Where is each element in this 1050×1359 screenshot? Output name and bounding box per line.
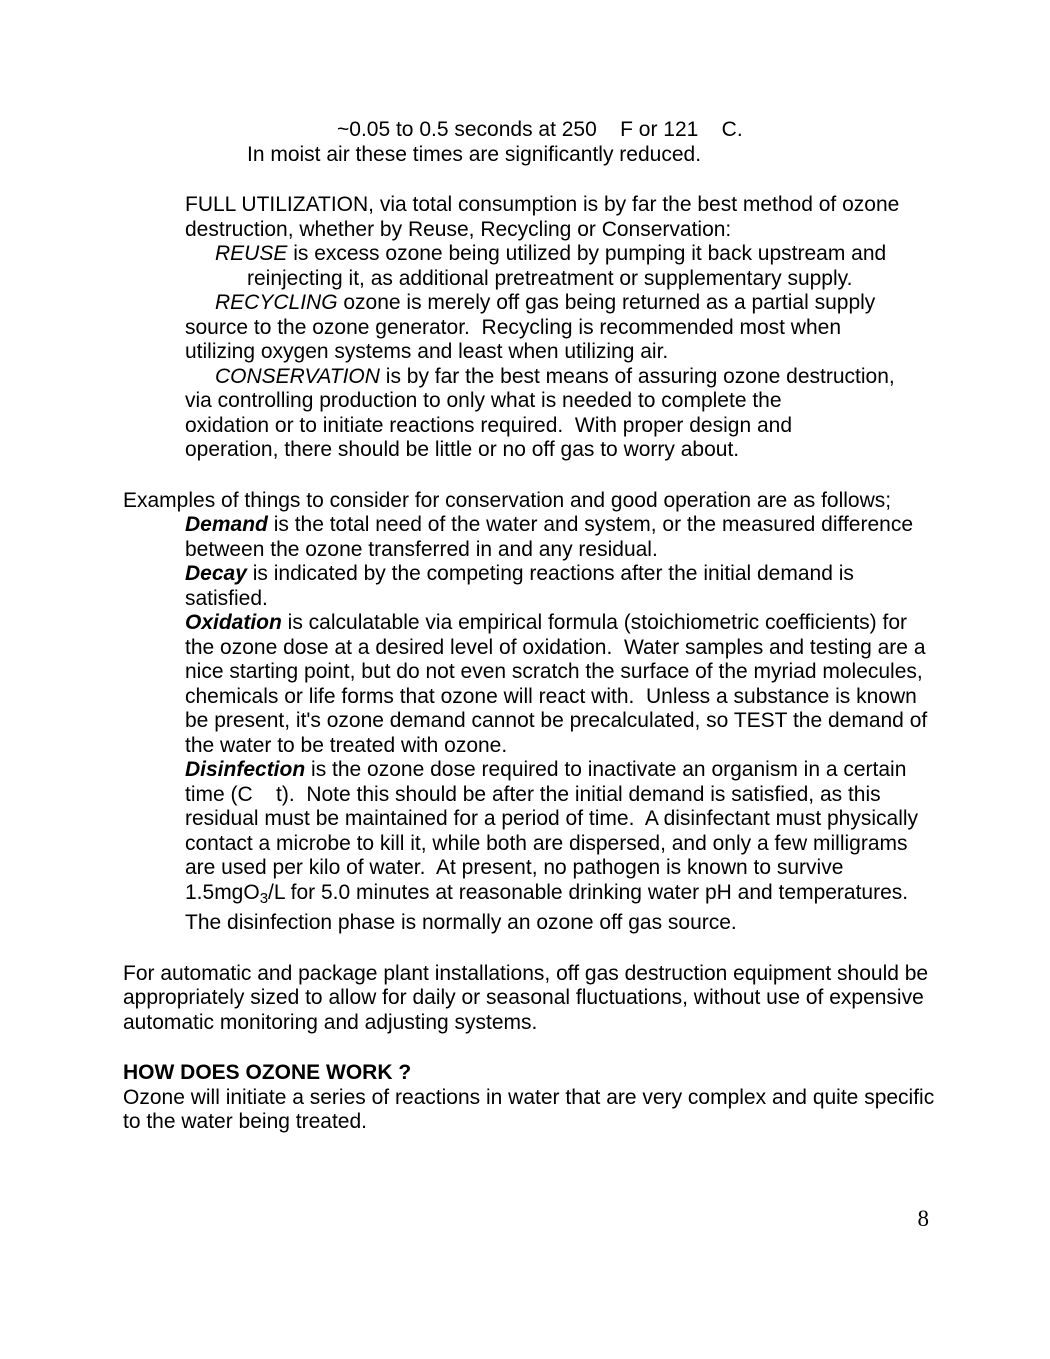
text-line: ~0.05 to 0.5 seconds at 250 F or 121 C. [337, 118, 743, 141]
text-line: appropriately sized to allow for daily or seasonal fluctuations, without use of expensive [123, 986, 924, 1009]
text-line: satisfied. [185, 586, 268, 610]
text-line: are used per kilo of water. At present, no pathogen is known to survive [185, 856, 844, 879]
text-line: For automatic and package plant installations, off gas destruction equipment should be [123, 961, 929, 985]
paragraph-contact-times [123, 118, 929, 167]
text-line: chemicals or life forms that ozone will react with. Unless a substance is known [185, 684, 917, 708]
text-line [185, 758, 929, 783]
term-demand: Demand [185, 513, 268, 536]
text-line: the water to be treated with ozone. [185, 733, 508, 757]
text-line: utilizing oxygen systems and least when utilizing air. [185, 340, 669, 363]
page-body [123, 118, 935, 1135]
text-line: In moist air these times are significantly reduced. [247, 142, 702, 166]
text-line [185, 611, 929, 636]
line-text: is by far the best means of assuring ozone destruction, [379, 364, 895, 388]
text-line: residual must be maintained for a period of time. A disinfectant must physically [185, 807, 919, 830]
text-line: The disinfection phase is normally an ozone off gas source. [185, 911, 737, 934]
text-line [215, 291, 929, 316]
text-line: nice starting point, but do not even scratch the surface of the myriad molecules, [185, 660, 923, 683]
text-line: via controlling production to only what is needed to complete the [185, 389, 782, 412]
line-text: 1.5mgO [185, 880, 260, 904]
text-line [185, 881, 929, 912]
text-line: reinjecting it, as additional pretreatment or supplementary supply. [247, 266, 853, 290]
text-line [185, 513, 929, 538]
page-number: 8 [917, 1206, 929, 1231]
text-line: time (C t). Note this should be after the initial demand is satisfied, as this [185, 782, 881, 806]
text-line [215, 365, 929, 390]
line-text: /L for 5.0 minutes at reasonable drinking water pH and temperatures. [268, 880, 909, 904]
text-line: automatic monitoring and adjusting systems. [123, 1010, 538, 1034]
text-line: FULL UTILIZATION, via total consumption is by far the best method of ozone [185, 193, 900, 216]
term-reuse: REUSE [215, 242, 288, 265]
term-disinfection: Disinfection [185, 758, 306, 781]
text-line: oxidation or to initiate reactions required. With proper design and [185, 413, 793, 437]
term-oxidation: Oxidation [185, 611, 282, 634]
text-line: contact a microbe to kill it, while both are dispersed, and only a few milligrams [185, 831, 908, 855]
line-text: is excess ozone being utilized by pumping it back upstream and [287, 242, 887, 265]
text-line: source to the ozone generator. Recycling is recommended most when [185, 315, 842, 339]
line-text: is the ozone dose required to inactivate an organism in a certain [305, 758, 907, 781]
paragraph-installations [123, 962, 929, 1036]
line-text: is indicated by the competing reactions after the initial demand is [246, 562, 854, 585]
section-how-does-ozone-work [123, 1061, 935, 1135]
text-line: the ozone dose at a desired level of oxidation. Water samples and testing are a [185, 635, 926, 659]
term-decay: Decay [185, 562, 247, 585]
line-text: ozone is merely off gas being returned as a partial supply [337, 291, 876, 314]
text-line: Ozone will initiate a series of reactions in water that are very complex and quite specific [123, 1085, 935, 1109]
ozone-subscript: 3 [259, 889, 269, 907]
text-line [215, 242, 929, 267]
paragraph-examples [123, 489, 929, 936]
text-line: Examples of things to consider for conservation and good operation are as follows; [123, 488, 892, 512]
section-heading: HOW DOES OZONE WORK ? [123, 1061, 412, 1084]
text-line: operation, there should be little or no off gas to worry about. [185, 438, 740, 461]
term-recycling: RECYCLING [215, 291, 338, 314]
line-text: is calculatable via empirical formula (stoichiometric coefficients) for [281, 611, 908, 634]
text-line [185, 562, 929, 587]
line-text: is the total need of the water and system, or the measured difference [267, 513, 914, 536]
text-line: be present, it's ozone demand cannot be precalculated, so TEST the demand of [185, 709, 928, 732]
term-conservation: CONSERVATION [215, 364, 380, 388]
text-line: destruction, whether by Reuse, Recycling or Conservation: [185, 217, 732, 241]
text-line: to the water being treated. [123, 1110, 367, 1133]
paragraph-full-utilization [123, 193, 929, 463]
text-line: between the ozone transferred in and any residual. [185, 537, 658, 561]
